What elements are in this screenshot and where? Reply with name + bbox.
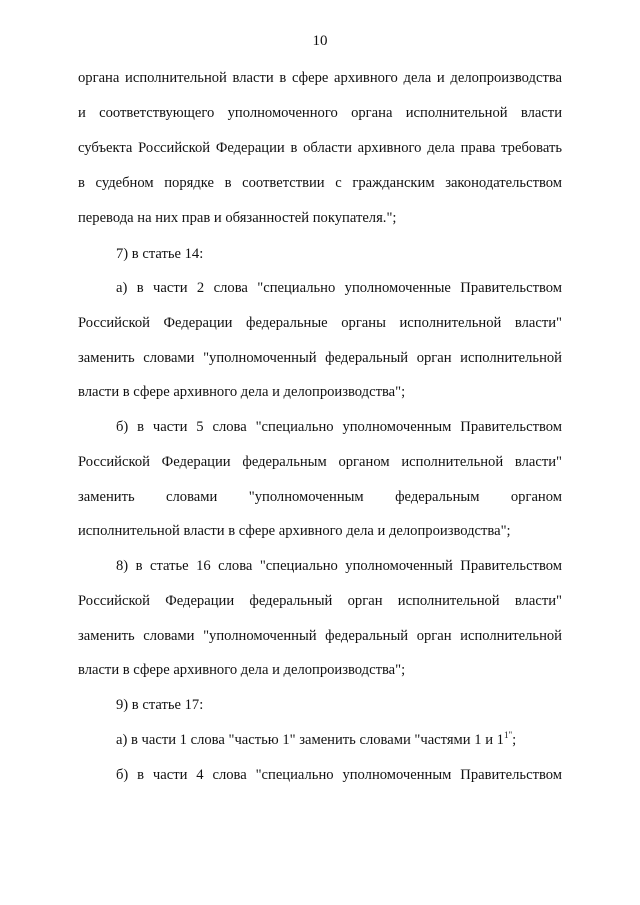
text-line: субъекта Российской Федерации в области архивного дела права требовать bbox=[78, 140, 562, 156]
text-line: Российской Федерации федеральный орган исполнительной власти" bbox=[78, 593, 562, 609]
text-line: власти в сфере архивного дела и делопроизводства"; bbox=[78, 662, 406, 678]
text-line: б) в части 5 слова "специально уполномоченным Правительством bbox=[116, 419, 562, 435]
text-line: а) в части 2 слова "специально уполномоченные Правительством bbox=[116, 280, 562, 296]
text-segment: ; bbox=[512, 732, 517, 748]
text-line: Российской Федерации федеральные органы исполнительной власти" bbox=[78, 315, 562, 331]
text-line: исполнительной власти в сфере архивного дела и делопроизводства"; bbox=[78, 523, 511, 539]
text-line bbox=[116, 731, 562, 749]
text-line: 8) в статье 16 слова "специально уполномоченный Правительством bbox=[116, 558, 562, 574]
text-line: б) в части 4 слова "специально уполномоченным Правительством bbox=[116, 767, 562, 783]
text-line: заменить словами "уполномоченный федеральный орган исполнительной bbox=[78, 628, 562, 644]
text-line: заменить словами "уполномоченным федеральным органом bbox=[78, 489, 562, 505]
text-line: и соответствующего уполномоченного органа исполнительной власти bbox=[78, 105, 562, 121]
item-heading: 7) в статье 14: bbox=[116, 246, 204, 262]
item-heading: 9) в статье 17: bbox=[116, 697, 204, 713]
text-line: Российской Федерации федеральным органом исполнительной власти" bbox=[78, 454, 562, 470]
text-line: заменить словами "уполномоченный федеральный орган исполнительной bbox=[78, 350, 562, 366]
text-line: перевода на них прав и обязанностей покупателя."; bbox=[78, 210, 397, 226]
text-line: власти в сфере архивного дела и делопроизводства"; bbox=[78, 384, 406, 400]
superscript-text: 1" bbox=[503, 730, 513, 740]
text-line: в судебном порядке в соответствии с гражданским законодательством bbox=[78, 175, 562, 191]
page-number: 10 bbox=[312, 33, 328, 49]
text-segment: а) в части 1 слова "частью 1" заменить словами "частями 1 и 1 bbox=[116, 732, 504, 748]
text-line: органа исполнительной власти в сфере архивного дела и делопроизводства bbox=[78, 70, 562, 86]
